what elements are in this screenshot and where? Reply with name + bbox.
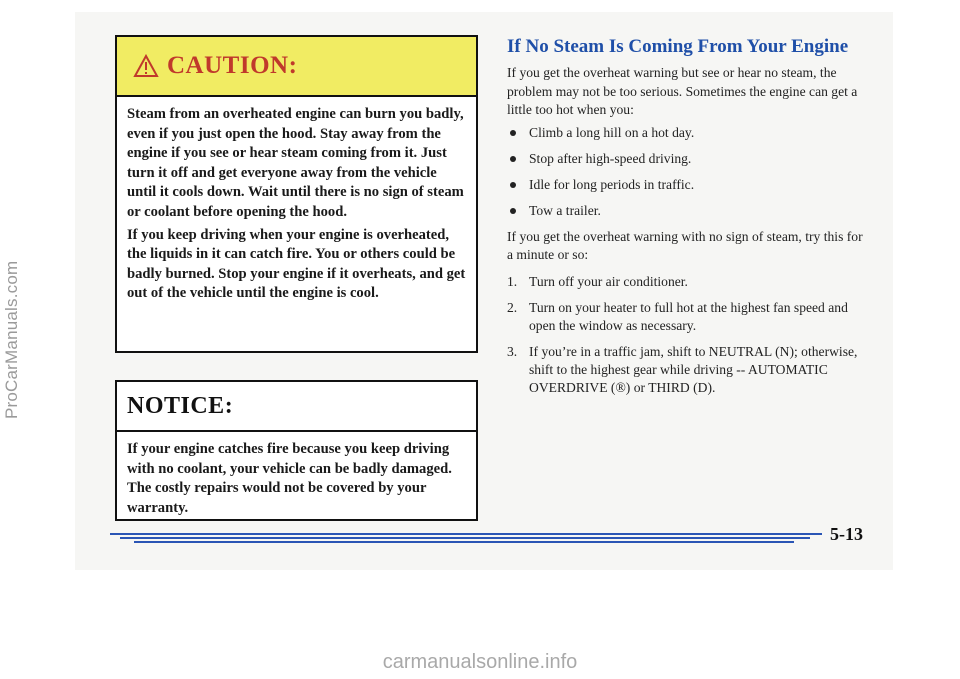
step-text: If you’re in a traffic jam, shift to NEUTRAL (N); otherwise, shift to the highest gear while driving -- AUTOMATIC OVERDRIVE (®) or THIRD (D). — [529, 343, 858, 395]
page-number: 5-13 — [830, 524, 863, 544]
notice-header — [117, 382, 476, 432]
bottom-watermark: carmanualsonline.info — [382, 651, 578, 673]
step-item — [507, 299, 867, 335]
warning-triangle-icon — [133, 54, 159, 78]
footer-rule-line — [110, 533, 822, 535]
list-item: Climb a long hill on a hot day. — [507, 124, 867, 142]
notice-body — [117, 432, 476, 518]
step-number: 2. — [507, 299, 518, 315]
bullet-list — [507, 124, 867, 220]
footer-rule-line — [120, 537, 810, 539]
followup-paragraph: If you get the overheat warning with no sign of steam, try this for a minute or so: — [507, 228, 863, 262]
notice-title: NOTICE: — [127, 392, 234, 419]
steps-list — [507, 273, 867, 397]
caution-title: CAUTION: — [167, 52, 298, 79]
list-item: Idle for long periods in traffic. — [507, 176, 867, 194]
step-text: Turn off your air conditioner. — [529, 273, 688, 289]
step-number: 1. — [507, 273, 518, 289]
footer-rule-line — [134, 541, 794, 543]
notice-text: If your engine catches fire because you keep driving with no coolant, your vehicle can be badly damaged. The costly repairs would not be covered by your warranty. — [127, 441, 452, 516]
step-item — [507, 273, 867, 291]
caution-body — [117, 97, 476, 304]
step-item — [507, 343, 867, 397]
section-heading: If No Steam Is Coming From Your Engine — [507, 36, 849, 57]
notice-box — [115, 380, 478, 521]
list-item: Stop after high-speed driving. — [507, 150, 867, 168]
intro-paragraph: If you get the overheat warning but see or hear no steam, the problem may not be too serious. Sometimes the engine can get a little too hot when you: — [507, 65, 858, 117]
section-body — [507, 64, 867, 405]
step-number: 3. — [507, 343, 518, 359]
side-watermark: ProCarManuals.com — [2, 260, 21, 420]
caution-paragraph: If you keep driving when your engine is overheated, the liquids in it can catch fire. You or others could be badly burned. Stop your engine if it overheats, and get out of the vehicle until the engine is cool. — [127, 226, 466, 302]
caution-paragraph: Steam from an overheated engine can burn you badly, even if you just open the hood. Stay away from the engine if you see or hear steam coming from it. Just turn it off and get everyone away from the vehicle until it cools down. Wait until there is no sign of steam or coolant before opening the hood. — [127, 106, 464, 220]
caution-header — [117, 37, 476, 97]
step-text: Turn on your heater to full hot at the highest fan speed and open the window as necessary. — [529, 299, 848, 333]
caution-box — [115, 35, 478, 353]
list-item: Tow a trailer. — [507, 202, 867, 220]
